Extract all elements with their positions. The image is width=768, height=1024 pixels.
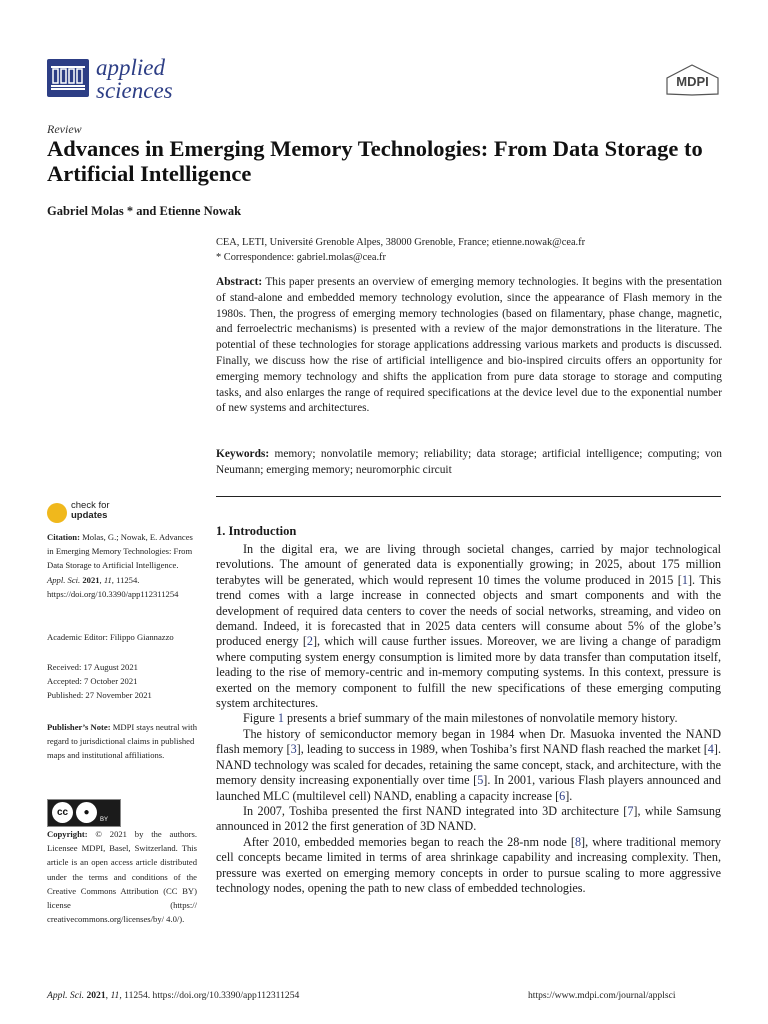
paragraph: After 2010, embedded memories began to reach the 28-nm node [8], where traditional memory cell concepts became limited in terms of area shrinkage capability and increasing complexity. Then, pressure was exerted on emerging memory concepts in order to pursue scaling to more aggressive technology nodes, opening the path to new class of embedded technologies. (216, 834, 721, 895)
copyright-text: © 2021 by the authors. Licensee MDPI, Basel, Switzerland. This article is an open access article distributed under the terms and conditions of the Creative Commons Attribution (CC BY) license (https:// creativecommons.org/licenses/by/ 4.0/). (47, 829, 197, 925)
footer-journal-url[interactable]: https://www.mdpi.com/journal/applsci (528, 990, 676, 1001)
journal-name-line1: applied (96, 55, 165, 80)
affiliation: CEA, LETI, Université Grenoble Alpes, 38000 Grenoble, France; etienne.nowak@cea.fr (216, 237, 586, 248)
mdpi-logo-icon (664, 64, 721, 96)
keywords-label: Keywords: (216, 448, 270, 460)
citation-link[interactable]: 1 (681, 572, 688, 587)
publishers-note-label: Publisher’s Note: (47, 722, 111, 732)
footer-doi[interactable]: , 11254. https://doi.org/10.3390/app112311254 (119, 990, 300, 1001)
keywords-text: memory; nonvolatile memory; reliability; data storage; artificial intelligence; computing; von Neumann; emerging memory; neuromorphic circuit (216, 448, 722, 476)
citation-link[interactable]: 4 (707, 742, 714, 757)
paragraph: In the digital era, we are living through societal changes, carried by major technological revolutions. The amount of generated data is exponentially growing; in 2025, about 175 million terabytes will be generated, which would represent 10 times the volume produced in 2015 [1]. This trend comes with a large increase in connected objects and smart components and with the development of required data centers to cover the needs of social networks, streaming, and video on demand. Indeed, it is forecasted that in 2025 data centers will consume about 5% of the globe’s produced energy [2], which will cause further issues. Moreover, we are living a change of paradigm where computing system energy consumption is limited more by data transfer than computation itself, leading to the rise of memory-centric and in-memory computing systems. In this context, pressure is exerted on the memory component to fulfill the new specifications of these emerging computing system architectures. (216, 542, 721, 711)
citation-year: 2021 (82, 574, 100, 585)
citation-volume: 11 (103, 574, 112, 585)
paragraph: Figure 1 presents a brief summary of the main milestones of nonvolatile memory history. (243, 711, 678, 726)
footer-journal: Appl. Sci. (47, 990, 85, 1001)
publishers-note-text: MDPI stays neutral with regard to jurisdictional claims in published maps and institutional affiliations. (47, 722, 197, 761)
citation-doi[interactable]: , 11254. https://doi.org/10.3390/app112311254 (47, 574, 179, 599)
date-received: Received: 17 August 2021 (47, 662, 138, 672)
citation-link[interactable]: 8 (574, 834, 582, 849)
dates (47, 660, 197, 703)
citation-link[interactable]: 6 (559, 788, 566, 803)
citation-journal: Appl. Sci. (47, 574, 81, 585)
mdpi-logo-text: MDPI (676, 74, 709, 89)
citation-link[interactable]: 5 (477, 773, 484, 788)
publishers-note (47, 720, 197, 763)
footer-citation: Appl. Sci. 2021, 11, 11254. https://doi.org/10.3390/app112311254 (47, 990, 300, 1001)
paragraph: In 2007, Toshiba presented the first NAND integrated into 3D architecture [7], while Samsung announced in 2012 the first generation of 3D NAND. (216, 803, 722, 834)
citation-text: Molas, G.; Nowak, E. Advances in Emerging Memory Technologies: From Data Storage to Artificial Intelligence. (47, 532, 193, 571)
date-published: Published: 27 November 2021 (47, 690, 152, 701)
citation: Citation: Molas, G.; Nowak, E. Advances in Emerging Memory Technologies: From Data Storage to Artificial Intelligence. Appl. Sci. 2021, 11, 11254. https://doi.org/10.3390/app112311254 (47, 532, 193, 599)
journal-logo-icon (47, 59, 89, 97)
mdpi-logo[interactable] (664, 64, 721, 96)
article-title: Advances in Emerging Memory Technologies: From Data Storage to Artificial Intelligence (47, 136, 703, 186)
article-type: Review (47, 122, 82, 136)
academic-editor: Academic Editor: Filippo Giannazzo (47, 632, 174, 642)
abstract (216, 275, 722, 417)
citation-link[interactable]: 3 (290, 742, 297, 757)
keywords (216, 447, 722, 479)
divider (216, 496, 721, 497)
abstract-text: This paper presents an overview of emerging memory technologies. It begins with the presentation of stand-alone and embedded memory technology evolution, since the appearance of Flash memory in the 1980s. Then, the progress of emerging memory technologies (based on filamentary, phase change, magnetic, and ferroelectric mechanisms) is presented with a review of the major demonstrations in the literature. The potential of these technologies for storage applications addressing various markets and products is discussed. Finally, we discuss how the rise of artificial intelligence and bio-inspired circuits offers an opportunity for emerging memory technology and shifts the application from pure data storage to storage and computing tasks, and also enlarges the range of required specifications at the device level due to the exponential number of new systems and architectures. (216, 276, 722, 415)
section-heading: 1. Introduction (216, 524, 297, 538)
attribution-icon: ● (76, 802, 97, 823)
date-accepted: Accepted: 7 October 2021 (47, 676, 138, 687)
journal-name[interactable] (96, 56, 173, 102)
check-updates-icon (47, 503, 67, 523)
body-text (216, 542, 721, 896)
citation-link[interactable]: 2 (306, 634, 313, 649)
abstract-label: Abstract: (216, 276, 263, 288)
journal-name-line2: sciences (96, 78, 173, 103)
correspondence: * Correspondence: gabriel.molas@cea.fr (216, 252, 386, 263)
affiliations (216, 235, 585, 265)
cc-icon: cc (52, 802, 73, 823)
cc-license-badge[interactable] (47, 799, 121, 827)
check-updates-line2: updates (71, 510, 108, 521)
check-for-updates[interactable] (47, 501, 127, 525)
copyright (47, 827, 197, 926)
paragraph: The history of semiconductor memory began in 1984 when Dr. Masuoka invented the NAND flash memory [3], leading to success in 1989, when Toshiba’s first NAND flash reached the market [4]. NAND technology was scaled for decades, retaining the same concept, stack, and architecture, with the memory density increasing exponentially over time [5]. In 2001, various Flash players announced and launched MLC (multilevel cell) NAND, enabling a capacity increase [6]. (216, 726, 721, 803)
authors: Gabriel Molas * and Etienne Nowak (47, 204, 242, 218)
footer-year: 2021 (86, 990, 106, 1001)
check-updates-line1: check for (71, 500, 110, 511)
footer-volume: 11 (110, 990, 120, 1001)
copyright-label: Copyright: (47, 829, 88, 839)
citation-label: Citation: (47, 532, 80, 542)
cc-by-label: BY (100, 817, 109, 823)
citation-link[interactable]: 7 (627, 803, 634, 818)
figure-link[interactable]: 1 (277, 711, 284, 726)
